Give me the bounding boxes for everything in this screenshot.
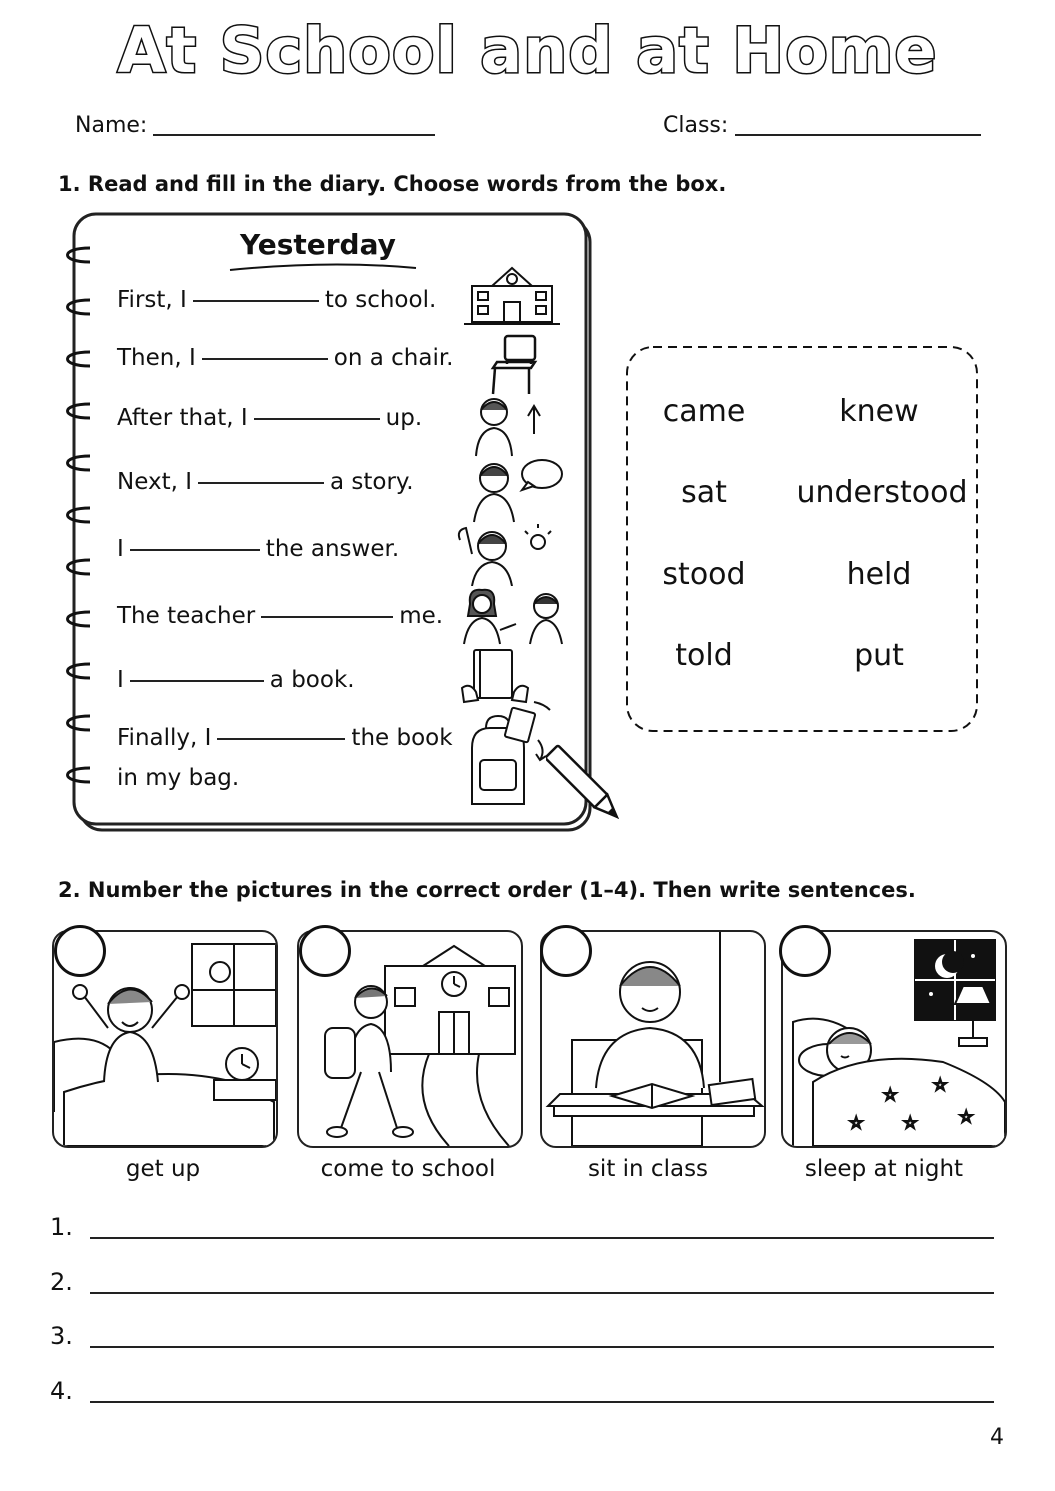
diary-line-4 bbox=[117, 469, 414, 495]
svg-text:☆: ☆ bbox=[849, 1113, 864, 1132]
caption-get-up: get up bbox=[125, 1156, 201, 1182]
caption-come-to-school: come to school bbox=[320, 1156, 496, 1182]
name-field[interactable] bbox=[153, 134, 435, 136]
diary-line-2-start: Then, I bbox=[117, 345, 196, 371]
diary-line-7-start: I bbox=[117, 667, 124, 693]
word-told: told bbox=[675, 638, 733, 673]
sentence-line-4[interactable] bbox=[90, 1401, 994, 1403]
diary-line-3-start: After that, I bbox=[117, 405, 248, 431]
name-label: Name: bbox=[75, 113, 148, 138]
diary-blank-4[interactable] bbox=[198, 482, 324, 484]
diary-title: Yesterday bbox=[240, 228, 396, 261]
diary-line-6-start: The teacher bbox=[117, 603, 256, 629]
diary-line-8 bbox=[117, 725, 453, 751]
diary-blank-2[interactable] bbox=[202, 358, 328, 360]
teacher-and-boy-icon bbox=[458, 586, 568, 646]
diary-line-2-end: on a chair. bbox=[333, 345, 454, 371]
svg-text:☆: ☆ bbox=[883, 1085, 898, 1104]
word-put: put bbox=[854, 638, 904, 673]
sentence-line-2[interactable] bbox=[90, 1292, 994, 1294]
diary-line-1-start: First, I bbox=[117, 287, 187, 313]
diary-line-2 bbox=[117, 345, 454, 371]
diary-line-5-end: the answer. bbox=[265, 536, 400, 562]
sentence-line-3[interactable] bbox=[90, 1346, 994, 1348]
boy-with-idea-icon bbox=[452, 524, 552, 586]
svg-text:☆: ☆ bbox=[903, 1113, 918, 1132]
backpack-icon bbox=[464, 700, 556, 810]
line-number-4: 4. bbox=[50, 1377, 73, 1405]
section1-instruction: 1. Read and fill in the diary. Choose words from the box. bbox=[58, 172, 727, 196]
word-sat: sat bbox=[681, 475, 727, 510]
section2-instruction: 2. Number the pictures in the correct order (1–4). Then write sentences. bbox=[58, 878, 916, 902]
diary-line-8-start: Finally, I bbox=[117, 725, 212, 751]
school-building-icon bbox=[462, 262, 562, 328]
diary-line-4-end: a story. bbox=[330, 469, 414, 495]
page-title: At School and at Home bbox=[117, 14, 938, 87]
diary-blank-3[interactable] bbox=[254, 418, 380, 420]
diary-line-1-end: to school. bbox=[324, 287, 437, 313]
diary-blank-7[interactable] bbox=[130, 680, 264, 682]
order-circle-1[interactable] bbox=[54, 925, 106, 977]
pencil-icon bbox=[546, 744, 632, 834]
order-circle-3[interactable] bbox=[540, 925, 592, 977]
diary-blank-8[interactable] bbox=[217, 738, 345, 740]
class-field[interactable] bbox=[735, 134, 981, 136]
sentence-line-1[interactable] bbox=[90, 1237, 994, 1239]
word-held: held bbox=[846, 557, 912, 592]
diary-blank-1[interactable] bbox=[193, 300, 319, 302]
diary-line-8b: in my bag. bbox=[117, 765, 240, 791]
line-number-2: 2. bbox=[50, 1268, 73, 1296]
diary-line-7 bbox=[117, 667, 355, 693]
svg-text:☆: ☆ bbox=[959, 1107, 974, 1126]
diary-line-8-end: the book bbox=[351, 725, 453, 751]
diary-blank-6[interactable] bbox=[261, 616, 393, 618]
svg-text:☆: ☆ bbox=[933, 1075, 948, 1094]
diary-line-3-end: up. bbox=[385, 405, 423, 431]
boy-telling-story-icon bbox=[470, 456, 566, 524]
word-came: came bbox=[662, 394, 746, 429]
order-circle-2[interactable] bbox=[299, 925, 351, 977]
line-number-1: 1. bbox=[50, 1213, 73, 1241]
page-number: 4 bbox=[990, 1425, 1004, 1450]
line-number-3: 3. bbox=[50, 1322, 73, 1350]
caption-sit-in-class: sit in class bbox=[587, 1156, 709, 1182]
diary-line-1 bbox=[117, 287, 436, 313]
diary-line-6-end: me. bbox=[399, 603, 444, 629]
word-stood: stood bbox=[662, 557, 746, 592]
diary-line-7-end: a book. bbox=[269, 667, 355, 693]
diary-line-3 bbox=[117, 405, 422, 431]
word-understood: understood bbox=[796, 475, 968, 510]
word-knew: knew bbox=[839, 394, 919, 429]
boy-standing-up-icon bbox=[466, 394, 546, 458]
chair-icon bbox=[485, 332, 545, 398]
hands-holding-book-icon bbox=[460, 648, 530, 704]
caption-sleep-at-night: sleep at night bbox=[804, 1156, 964, 1182]
order-circle-4[interactable] bbox=[779, 925, 831, 977]
diary-line-6 bbox=[117, 603, 443, 629]
class-label: Class: bbox=[663, 113, 729, 138]
diary-blank-5[interactable] bbox=[130, 549, 260, 551]
diary-line-5 bbox=[117, 536, 399, 562]
diary-line-5-start: I bbox=[117, 536, 124, 562]
diary-line-4-start: Next, I bbox=[117, 469, 192, 495]
